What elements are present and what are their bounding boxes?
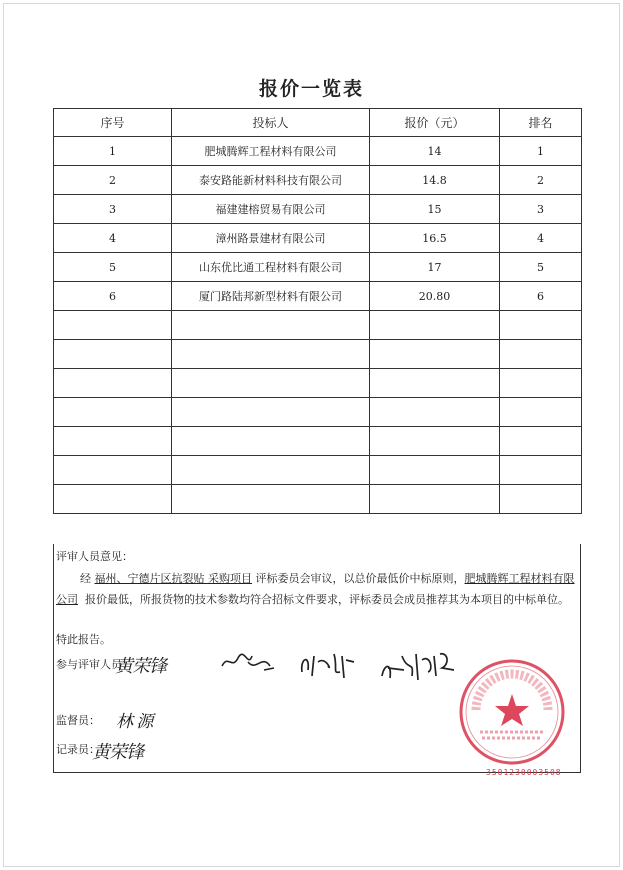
empty-cell (370, 427, 500, 456)
cell-rank: 3 (500, 195, 582, 224)
empty-cell (370, 456, 500, 485)
cell-seq: 5 (54, 253, 172, 282)
empty-cell (172, 311, 370, 340)
supervisor-label: 监督员： (56, 714, 100, 727)
cell-bidder: 漳州路景建材有限公司 (172, 224, 370, 253)
reviewer-signature-1: 黄荣锋 (115, 656, 166, 677)
empty-cell (54, 456, 172, 485)
empty-cell (54, 427, 172, 456)
cell-rank: 1 (500, 137, 582, 166)
cell-seq: 3 (54, 195, 172, 224)
bid-table (53, 108, 582, 514)
cell-bidder: 肥城腾辉工程材料有限公司 (172, 137, 370, 166)
closing-text: 特此报告。 (56, 633, 111, 646)
cell-price: 16.5 (370, 224, 500, 253)
reviewer-signature-4 (378, 646, 464, 686)
cell-seq: 2 (54, 166, 172, 195)
cell-price: 15 (370, 195, 500, 224)
empty-table-row (54, 369, 582, 398)
page-title: 报价一览表 (258, 78, 364, 100)
empty-cell (172, 340, 370, 369)
opinion-text-part: 报价最低，所报货物的技术参数均符合招标文件要求，评标委员会成员推荐其为本项目的中标单位。 (85, 593, 569, 606)
cell-rank: 5 (500, 253, 582, 282)
opinion-text (56, 568, 576, 610)
empty-cell (54, 485, 172, 514)
empty-cell (54, 369, 172, 398)
empty-cell (500, 456, 582, 485)
empty-cell (500, 369, 582, 398)
cell-seq: 1 (54, 137, 172, 166)
empty-table-row (54, 340, 582, 369)
empty-cell (500, 340, 582, 369)
empty-table-row (54, 485, 582, 514)
table-row (54, 195, 582, 224)
company-seal-stamp (458, 658, 566, 766)
supervisor-signature: 林 源 (116, 712, 153, 732)
empty-table-row (54, 427, 582, 456)
stamp-number: 3501230003508 (486, 768, 562, 777)
empty-cell (172, 485, 370, 514)
reviewer-signature-3 (296, 648, 358, 682)
cell-bidder: 厦门路陆邦新型材料有限公司 (172, 282, 370, 311)
empty-cell (500, 398, 582, 427)
col-header-bidder: 投标人 (172, 109, 370, 137)
cell-price: 17 (370, 253, 500, 282)
empty-cell (370, 398, 500, 427)
table-row (54, 253, 582, 282)
empty-cell (172, 398, 370, 427)
project-name: 福州、宁德片区抗裂贴 采购项目 (94, 572, 252, 585)
empty-cell (172, 369, 370, 398)
empty-cell (500, 311, 582, 340)
cell-bidder: 福建建榕贸易有限公司 (172, 195, 370, 224)
empty-cell (370, 311, 500, 340)
cell-bidder: 山东优比通工程材料有限公司 (172, 253, 370, 282)
table-row (54, 282, 582, 311)
cell-price: 14 (370, 137, 500, 166)
empty-cell (172, 456, 370, 485)
empty-cell (54, 311, 172, 340)
cell-price: 14.8 (370, 166, 500, 195)
reviewers-label: 参与评审人员： (56, 658, 133, 671)
cell-seq: 6 (54, 282, 172, 311)
recorder-signature: 黄荣锋 (92, 742, 143, 763)
table-row (54, 166, 582, 195)
empty-cell (54, 340, 172, 369)
empty-cell (54, 398, 172, 427)
recorder-label: 记录员： (56, 743, 100, 756)
empty-table-row (54, 311, 582, 340)
empty-table-row (54, 456, 582, 485)
empty-cell (370, 485, 500, 514)
empty-cell (500, 485, 582, 514)
opinion-text-part: 评标委员会审议，以总价最低价中标原则， (255, 572, 465, 585)
opinion-heading: 评审人员意见： (56, 550, 133, 563)
empty-cell (370, 369, 500, 398)
cell-price: 20.80 (370, 282, 500, 311)
col-header-price: 报价（元） (370, 109, 500, 137)
cell-seq: 4 (54, 224, 172, 253)
cell-bidder: 泰安路能新材料科技有限公司 (172, 166, 370, 195)
table-row (54, 137, 582, 166)
empty-cell (500, 427, 582, 456)
opinion-text-part: 经 (80, 572, 91, 585)
reviewer-signature-2 (218, 648, 278, 678)
empty-cell (370, 340, 500, 369)
empty-table-row (54, 398, 582, 427)
col-header-rank: 排名 (500, 109, 582, 137)
winning-bidder: 肥城腾辉工程材料有限公司 (56, 572, 575, 606)
table-row (54, 224, 582, 253)
empty-cell (172, 427, 370, 456)
cell-rank: 4 (500, 224, 582, 253)
cell-rank: 6 (500, 282, 582, 311)
col-header-seq: 序号 (54, 109, 172, 137)
table-header-row (54, 109, 582, 137)
cell-rank: 2 (500, 166, 582, 195)
